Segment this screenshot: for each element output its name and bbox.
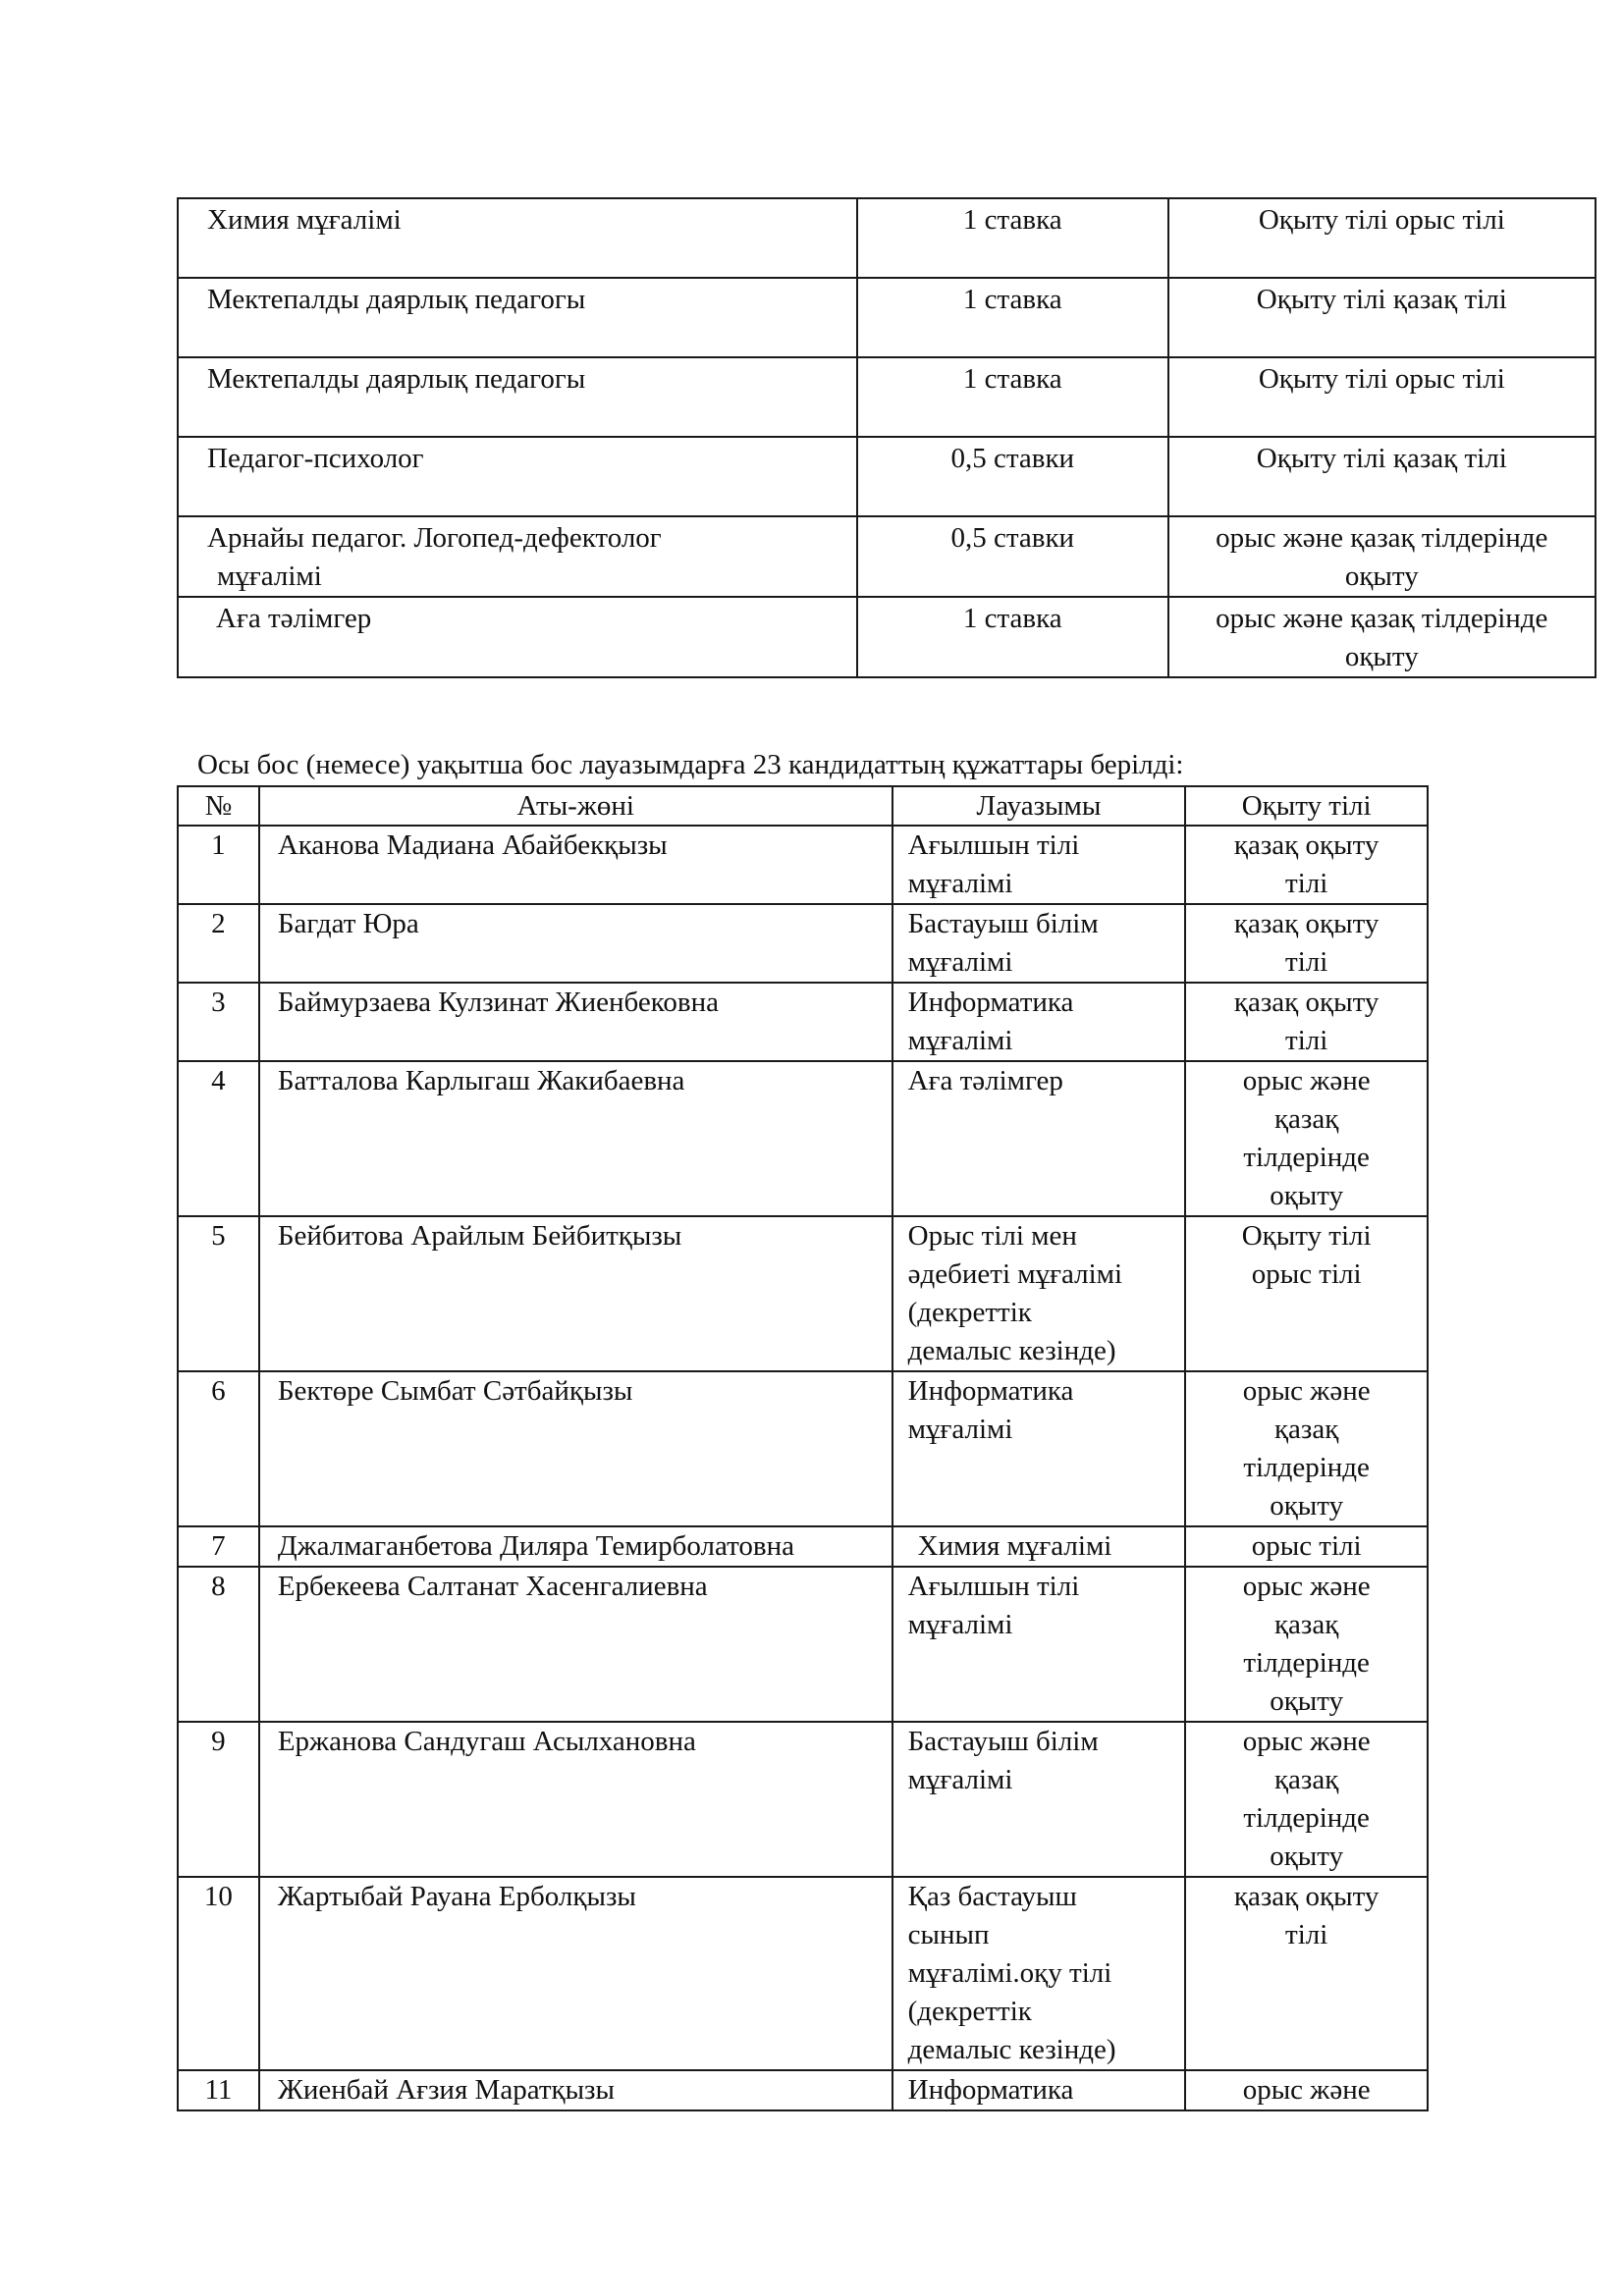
vacancy-row xyxy=(178,357,1596,437)
candidate-position-line: Орыс тілі мен xyxy=(907,1220,1077,1252)
vacancy-language xyxy=(1168,516,1596,597)
vacancy-language: Оқыту тілі орыс тілі xyxy=(1168,357,1596,437)
vacancy-rate: 1 ставка xyxy=(857,278,1168,357)
candidate-language xyxy=(1185,904,1428,983)
candidate-language-line: орыс және xyxy=(1242,1726,1371,1757)
candidate-name: Ержанова Сандугаш Асылхановна xyxy=(259,1722,893,1877)
candidate-language-line: қазақ оқыту xyxy=(1233,1881,1380,1912)
candidate-position xyxy=(893,2070,1186,2110)
candidate-language-line: қазақ xyxy=(1273,1103,1339,1135)
vacancy-row xyxy=(178,278,1596,357)
candidate-position-line: мұғалімі.оқу тілі xyxy=(907,1957,1112,1989)
candidate-position-line: мұғалімі xyxy=(907,868,1013,899)
candidate-number: 1 xyxy=(178,826,259,904)
vacancy-position-line: мұғалімі xyxy=(217,561,322,592)
vacancy-language-line: орыс және қазақ тілдерінде xyxy=(1216,522,1548,554)
candidate-language-line: оқыту xyxy=(1270,1180,1344,1211)
candidate-language-line: оқыту xyxy=(1270,1685,1344,1717)
candidate-language xyxy=(1185,1722,1428,1877)
candidate-position-line: сынып xyxy=(907,1919,990,1950)
vacancy-rate: 0,5 ставки xyxy=(857,437,1168,516)
candidate-position-line: Ағылшын тілі xyxy=(907,1571,1080,1602)
candidate-language-line: Оқыту тілі xyxy=(1241,1220,1372,1252)
candidate-row xyxy=(178,1526,1428,1567)
candidate-position-line: Информатика xyxy=(907,987,1074,1018)
header-language: Оқыту тілі xyxy=(1185,786,1428,826)
candidate-position xyxy=(893,1061,1186,1216)
candidate-language-line: тілдерінде xyxy=(1243,1647,1370,1679)
candidate-language-line: қазақ оқыту xyxy=(1233,829,1380,861)
candidate-position-line: Химия мұғалімі xyxy=(917,1530,1112,1562)
candidate-name: Багдат Юра xyxy=(259,904,893,983)
candidate-position-line: мұғалімі xyxy=(907,1609,1013,1640)
candidate-position-line: мұғалімі xyxy=(907,1414,1013,1445)
vacancy-rate: 0,5 ставки xyxy=(857,516,1168,597)
vacancy-table xyxy=(177,197,1596,678)
vacancy-rate: 1 ставка xyxy=(857,198,1168,278)
vacancy-row xyxy=(178,198,1596,278)
vacancy-position: Мектепалды даярлық педагогы xyxy=(178,357,857,437)
candidate-name: Бейбитова Арайлым Бейбитқызы xyxy=(259,1216,893,1371)
candidate-language-line: тілдерінде xyxy=(1243,1802,1370,1834)
candidate-position xyxy=(893,1526,1186,1567)
vacancy-position: Мектепалды даярлық педагогы xyxy=(178,278,857,357)
vacancy-row xyxy=(178,437,1596,516)
candidate-language-line: қазақ xyxy=(1273,1414,1339,1445)
candidates-header-row xyxy=(178,786,1428,826)
candidate-number: 11 xyxy=(178,2070,259,2110)
candidate-position-line: Бастауыш білім xyxy=(907,1726,1099,1757)
candidate-position-line: Информатика xyxy=(907,1375,1074,1407)
candidate-number: 4 xyxy=(178,1061,259,1216)
candidate-name: Ербекеева Салтанат Хасенгалиевна xyxy=(259,1567,893,1722)
candidate-number: 10 xyxy=(178,1877,259,2070)
candidate-number: 6 xyxy=(178,1371,259,1526)
candidate-language-line: тілдерінде xyxy=(1243,1452,1370,1483)
vacancy-rate: 1 ставка xyxy=(857,597,1168,677)
candidate-row xyxy=(178,904,1428,983)
candidate-number: 2 xyxy=(178,904,259,983)
candidate-position xyxy=(893,983,1186,1061)
vacancy-language xyxy=(1168,597,1596,677)
vacancy-position: Аға тәлімгер xyxy=(178,597,857,677)
candidate-name: Жартыбай Рауана Ерболқызы xyxy=(259,1877,893,2070)
candidates-body xyxy=(178,826,1428,2110)
candidate-position-line: Аға тәлімгер xyxy=(907,1065,1063,1096)
candidate-language-line: оқыту xyxy=(1270,1841,1344,1872)
candidate-number: 5 xyxy=(178,1216,259,1371)
candidate-language xyxy=(1185,826,1428,904)
candidate-position-line: Қаз бастауыш xyxy=(907,1881,1077,1912)
header-position: Лауазымы xyxy=(893,786,1186,826)
candidate-language-line: тілі xyxy=(1285,1919,1328,1950)
candidate-position-line: Ағылшын тілі xyxy=(907,829,1080,861)
candidate-position-line: (декреттік xyxy=(907,1297,1032,1328)
vacancy-language-line: оқыту xyxy=(1344,641,1419,672)
candidate-position-line: мұғалімі xyxy=(907,1764,1013,1795)
candidate-language xyxy=(1185,1567,1428,1722)
candidates-table xyxy=(177,785,1429,2111)
candidate-position xyxy=(893,1567,1186,1722)
candidate-language-line: орыс және xyxy=(1242,1375,1371,1407)
candidate-name: Джалмаганбетова Диляра Темирболатовна xyxy=(259,1526,893,1567)
candidate-language xyxy=(1185,1877,1428,2070)
candidate-language xyxy=(1185,1216,1428,1371)
candidate-position-line: демалыс кезінде) xyxy=(907,2034,1116,2065)
vacancy-position: Педагог-психолог xyxy=(178,437,857,516)
candidate-name: Баймурзаева Кулзинат Жиенбековна xyxy=(259,983,893,1061)
vacancy-language-line: орыс және қазақ тілдерінде xyxy=(1216,603,1548,634)
candidate-position-line: мұғалімі xyxy=(907,946,1013,978)
candidate-position xyxy=(893,1216,1186,1371)
candidate-language xyxy=(1185,1526,1428,1567)
candidate-language-line: қазақ xyxy=(1273,1764,1339,1795)
candidate-row xyxy=(178,1061,1428,1216)
candidate-position xyxy=(893,1877,1186,2070)
candidate-name: Батталова Карлыгаш Жакибаевна xyxy=(259,1061,893,1216)
candidates-intro-text: Осы бос (немесе) уақытша бос лауазымдарға 23 кандидаттың құжаттары берілді: xyxy=(197,749,1184,780)
vacancy-position xyxy=(178,516,857,597)
candidate-name: Бектөре Сымбат Сәтбайқызы xyxy=(259,1371,893,1526)
candidate-language xyxy=(1185,1061,1428,1216)
candidate-row xyxy=(178,1216,1428,1371)
vacancy-position: Химия мұғалімі xyxy=(178,198,857,278)
candidate-position xyxy=(893,904,1186,983)
candidate-number: 3 xyxy=(178,983,259,1061)
vacancy-position-line: Арнайы педагог. Логопед-дефектолог xyxy=(207,522,662,554)
candidate-language-line: орыс және xyxy=(1242,2074,1371,2106)
candidate-row xyxy=(178,1371,1428,1526)
candidate-language-line: тілдерінде xyxy=(1243,1142,1370,1173)
candidate-position-line: мұғалімі xyxy=(907,1025,1013,1056)
candidate-row xyxy=(178,1567,1428,1722)
candidate-number: 9 xyxy=(178,1722,259,1877)
vacancy-language: Оқыту тілі орыс тілі xyxy=(1168,198,1596,278)
candidate-name: Жиенбай Ағзия Маратқызы xyxy=(259,2070,893,2110)
candidate-language-line: тілі xyxy=(1285,1025,1328,1056)
candidate-language-line: орыс тілі xyxy=(1251,1530,1362,1562)
candidate-position xyxy=(893,1722,1186,1877)
candidate-language-line: қазақ xyxy=(1273,1609,1339,1640)
candidate-language-line: орыс тілі xyxy=(1251,1258,1362,1290)
candidate-language-line: қазақ оқыту xyxy=(1233,908,1380,939)
candidate-position-line: (декреттік xyxy=(907,1996,1032,2027)
vacancy-row xyxy=(178,516,1596,597)
candidate-row xyxy=(178,1722,1428,1877)
candidate-position-line: демалыс кезінде) xyxy=(907,1335,1116,1366)
vacancy-row xyxy=(178,597,1596,677)
header-number: № xyxy=(178,786,259,826)
candidate-row xyxy=(178,983,1428,1061)
candidate-name: Аканова Мадиана Абайбекқызы xyxy=(259,826,893,904)
header-name: Аты-жөні xyxy=(259,786,893,826)
candidate-language-line: тілі xyxy=(1285,868,1328,899)
candidate-language-line: орыс және xyxy=(1242,1065,1371,1096)
candidate-position-line: әдебиеті мұғалімі xyxy=(907,1258,1123,1290)
candidate-language xyxy=(1185,1371,1428,1526)
vacancy-language-line: оқыту xyxy=(1344,561,1419,592)
candidate-position xyxy=(893,1371,1186,1526)
candidate-row xyxy=(178,1877,1428,2070)
candidate-language xyxy=(1185,2070,1428,2110)
candidate-language-line: қазақ оқыту xyxy=(1233,987,1380,1018)
candidate-position xyxy=(893,826,1186,904)
candidate-number: 8 xyxy=(178,1567,259,1722)
candidate-language-line: тілі xyxy=(1285,946,1328,978)
vacancy-language: Оқыту тілі қазақ тілі xyxy=(1168,278,1596,357)
candidate-number: 7 xyxy=(178,1526,259,1567)
candidate-row xyxy=(178,826,1428,904)
candidate-position-line: Бастауыш білім xyxy=(907,908,1099,939)
candidate-language-line: орыс және xyxy=(1242,1571,1371,1602)
vacancy-language: Оқыту тілі қазақ тілі xyxy=(1168,437,1596,516)
vacancy-rate: 1 ставка xyxy=(857,357,1168,437)
candidate-position-line: Информатика xyxy=(907,2074,1074,2106)
candidate-language-line: оқыту xyxy=(1270,1490,1344,1522)
candidate-language xyxy=(1185,983,1428,1061)
candidate-row xyxy=(178,2070,1428,2110)
